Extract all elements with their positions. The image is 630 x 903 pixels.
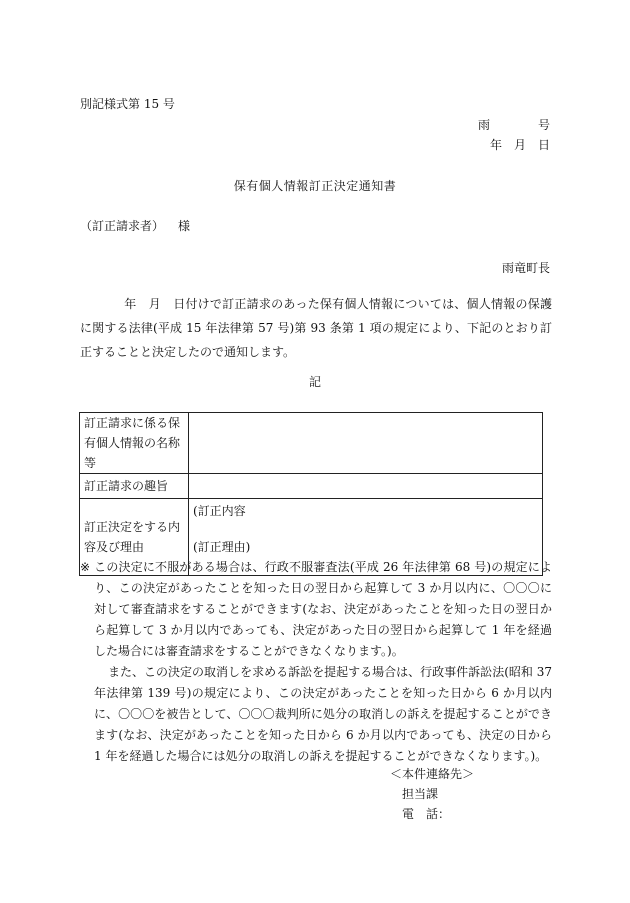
row3-label: 訂正決定をする内容及び理由 <box>80 499 189 576</box>
document-title: 保有個人情報訂正決定通知書 <box>233 179 397 193</box>
note-paragraph-1 <box>80 557 552 662</box>
body-year: 年 <box>124 297 137 311</box>
recipient <box>80 218 190 234</box>
note-paragraph-1-text: この決定に不服がある場合は、行政不服審査法(平成 26 年法律第 68 号)の規定により、この決定があったことを知った日の翌日から起算して 3 か月以内に、〇〇〇に対して審査請求をすることができます(なお、決定があったことを知った日の翌日から起算して 3 か月以内であっても、決定があった日の翌日から起算して 1 年を経過した場合には審査請求をすることができなくなります。)。 <box>94 560 552 658</box>
row2-label: 訂正請求の趣旨 <box>80 474 189 499</box>
table-row <box>80 474 543 499</box>
row3-reason: (訂正理由) <box>193 540 251 554</box>
contact-department: 担当課 <box>402 787 439 801</box>
table-row <box>80 413 543 474</box>
recipient-honorific: 様 <box>178 219 191 233</box>
row1-value <box>189 413 543 474</box>
decision-table <box>79 412 543 576</box>
row3-content: (訂正内容 <box>193 504 246 518</box>
recipient-name: （訂正請求者） <box>80 219 165 233</box>
contact-heading: ＜本件連絡先＞ <box>390 767 475 781</box>
row1-label: 訂正請求に係る保有個人情報の名称等 <box>80 413 189 474</box>
body-paragraph <box>80 292 552 364</box>
date-day: 日 <box>537 138 550 152</box>
note-paragraph-2: また、この決定の取消しを求める訴訟を提起する場合は、行政事件訴訟法(昭和 37 年法律第 139 号)の規定により、この決定があったことを知った日から 6 か月以内に、〇〇〇を被告として、〇〇〇裁判所に処分の取消しの訴えを提起することができます(なお、決定があったことを知った日から 6 か月以内であっても、決定の日から 1 年を経過した場合には処分の取消しの訴えを提起することができなくなります。)。 <box>94 665 552 763</box>
issuer: 雨竜町長 <box>501 261 550 275</box>
row2-value <box>189 474 543 499</box>
notes <box>80 557 552 767</box>
date-month: 月 <box>513 138 526 152</box>
body-text: 日付けで訂正請求のあった保有個人情報については、個人情報の保護に関する法律(平成 15 年法律第 57 号)第 93 条第 1 項の規定により、下記のとおり訂正することと決定したので通知します。 <box>80 297 552 359</box>
form-number: 別記様式第 15 号 <box>80 97 175 111</box>
contact-block <box>390 764 474 824</box>
date-year: 年 <box>489 138 502 152</box>
ki-heading: 記 <box>308 375 321 389</box>
contact-phone: 電 話： <box>402 807 451 821</box>
document-number-prefix: 雨 <box>477 118 490 132</box>
document-number <box>478 117 550 133</box>
document-date <box>490 137 550 153</box>
body-month: 月 <box>148 297 161 311</box>
document-number-suffix: 号 <box>537 118 550 132</box>
note-mark: ※ <box>80 560 91 574</box>
